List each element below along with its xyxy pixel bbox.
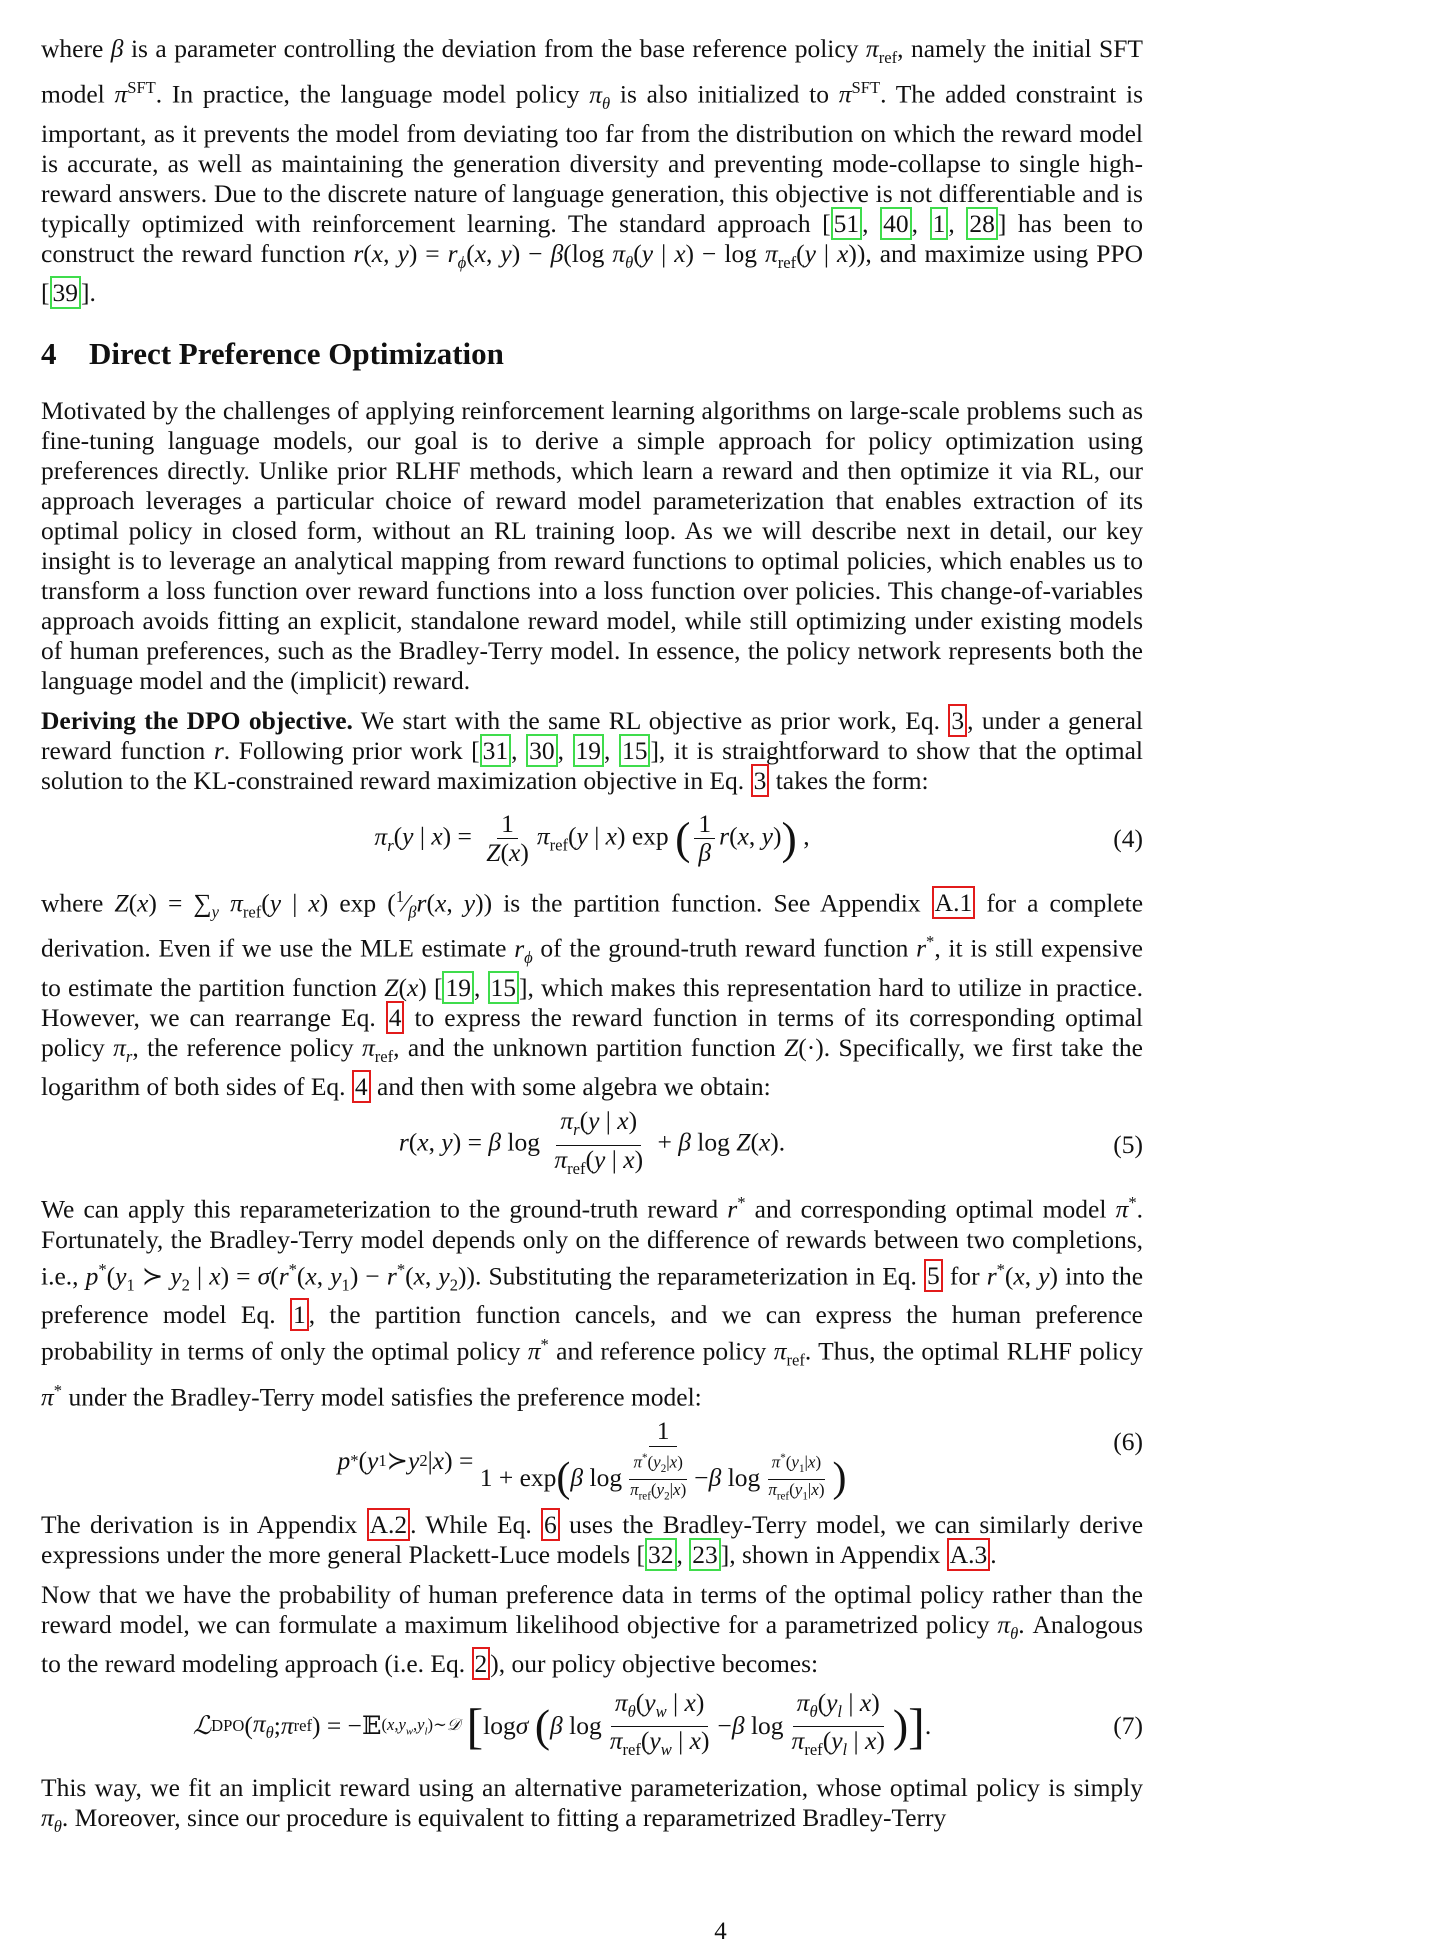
page-number: 4 [714, 1918, 727, 1945]
section-heading [41, 336, 1143, 372]
citation-link[interactable]: 39 [50, 276, 82, 309]
citation-link[interactable]: 51 [831, 207, 863, 240]
equation-link[interactable]: 5 [924, 1259, 943, 1292]
equation-link[interactable]: 4 [352, 1070, 371, 1103]
citation-link[interactable]: 23 [689, 1538, 721, 1571]
equation-4: $\pi_r(y$ | x) = $\frac{1}{Z(x)}$ $\pi_{ref}(y$ | x) exp ( $\frac{1}{\beta}$ r(x, y)) , (4) [374, 809, 1143, 868]
equation-number: (5) [1113, 1130, 1143, 1160]
citation-link[interactable]: 19 [442, 971, 474, 1004]
citation-link[interactable]: 32 [645, 1538, 677, 1571]
equation-link[interactable]: 4 [386, 1001, 405, 1034]
equation-link[interactable]: 6 [541, 1508, 560, 1541]
citation-link[interactable]: 31 [480, 734, 512, 767]
citation-link[interactable]: 30 [526, 734, 558, 767]
appendix-link[interactable]: A.1 [932, 886, 976, 919]
closing-paragraph: This way, we fit an implicit reward using an alternative parameterization, whose optimal policy is simply $\pi_\theta$. Moreover, since our procedure is equivalent to fitting a reparametrized Bradley-Terry [41, 1773, 1143, 1837]
equation-5: r(x, y) = β log $\frac{\pi_r(y | x)}{\pi_{ref}(y | x)}$ + β log Z(x). (5) [398, 1106, 1143, 1178]
equation-7: ℒ DPO ( $\pi_\theta$ ; π ref ) = −𝔼 $(x,y_w,y_l)\sim 𝒟$ [ log σ ( β log $\frac{\pi_\theta(y_w | x)}{\pi_{ref}(y_w | x)}$ − β log $\frac{\pi_\theta(y_l | x)}{\pi_{ref}(y_l | x)}$ ) ] . (7) [192, 1687, 1143, 1759]
intro-paragraph: where β is a parameter controlling the deviation from the base reference policy $\pi_{ref}$, namely the initial SFT model $\pi^{SFT}$. In practice, the language model policy $\pi_\theta$ is also initialized to $\pi^{SFT}$. The added constraint is important, as it prevents the model from deviating too far from the distribution on which the reward model is accurate, as well as maintaining the generation diversity and preventing mode-collapse to single high-reward answers. Due to the discrete nature of language generation, this objective is not differentiable and is typically optimized with reinforcement learning. The standard approach [ 51 , 40 , 1 , 28 ] has been to construct the reward function r(x, $y) = r_\phi(x$, y) − β(log $\pi_\theta(y$ | $x) - \log \pi_{ref}(y$ | x)), and maximize using PPO [ 39 ]. [41, 34, 1144, 307]
objective-paragraph: Now that we have the probability of human preference data in terms of the optimal policy rather than the reward model, we can formulate a maximum likelihood objective for a parametrized policy $\pi_\theta$. Analogous to the reward modeling approach (i.e. Eq. 2 ), our policy objective becomes: [41, 1580, 1143, 1679]
motivation-paragraph: Motivated by the challenges of applying reinforcement learning algorithms on large-scale problems such as fine-tuning language models, our goal is to derive a simple approach for policy optimization using preferences directly. Unlike prior RLHF methods, which learn a reward and then optimize it via RL, our approach leverages a particular choice of reward model parameterization that enables extraction of its optimal policy in closed form, without an RL training loop. As we will describe next in detail, our key insight is to leverage an analytical mapping from reward functions to optimal policies, which enables us to transform a loss function over reward functions into a loss function over policies. This change-of-variables approach avoids fitting an explicit, standalone reward model, while still optimizing under existing models of human preferences, such as the Bradley-Terry model. In essence, the policy network represents both the language model and the (implicit) reward. [41, 395, 1143, 695]
equation-link[interactable]: 3 [751, 764, 770, 797]
citation-link[interactable]: 15 [488, 971, 520, 1004]
equation-6: p * ( y 1 ≻ y 2 | x ) = 1 1 + exp ( β log $\frac{\pi^*(y_2|x)}{\pi_{ref}(y_2|x)}$ − β log $\frac{\pi^*(y_1|x)}{\pi_{ref}(y_1|x)}$ ) (6) [337, 1416, 1143, 1503]
paragraph-heading: Deriving the DPO objective. [41, 705, 353, 735]
appendix-paragraph: The derivation is in Appendix A.2 . While Eq. 6 uses the Bradley-Terry model, we can similarly derive expressions under the more general Plackett-Luce models [ 32 , 23 ], shown in Appendix A.3 . [41, 1510, 1144, 1570]
citation-link[interactable]: 15 [619, 734, 651, 767]
equation-number: (4) [1113, 823, 1143, 853]
bradley-terry-paragraph: We can apply this reparameterization to the ground-truth reward r* and corresponding optimal model π*. Fortunately, the Bradley-Terry model depends only on the difference of rewards between two completions, i.e., $p^*(y_1$ ≻ $y_2$ | x) = σ(r*(x, $y_1) - r^*(x$, $y_2$)). Substituting the reparameterization in Eq. 5 for r*(x, y) into the preference model Eq. 1 , the partition function cancels, and we can express the human preference probability in terms of only the optimal policy π* and reference policy $\pi_{ref}$. Thus, the optimal RLHF policy π* under the Bradley-Terry model satisfies the preference model: [41, 1193, 1144, 1412]
equation-link[interactable]: 1 [290, 1298, 309, 1331]
equation-number: (6) [1113, 1426, 1143, 1456]
citation-link[interactable]: 40 [880, 207, 912, 240]
partition-paragraph: where $Z(x) = \sum_y$ $\pi_{ref}(y$ | x) $\exp (^1⁄_\beta r(x$, y)) is the partition function. See Appendix A.1 for a complete derivation. Even if we use the MLE estimate $r_\phi$ of the ground-truth reward function r*, it is still expensive to estimate the partition function Z(x) [ 19 , 15 ], which makes this representation hard to utilize in practice. However, we can rearrange Eq. 4 to express the reward function in terms of its corresponding optimal policy $\pi_r$, the reference policy $\pi_{ref}$, and the unknown partition function Z(·). Specifically, we first take the logarithm of both sides of Eq. 4 and then with some algebra we obtain: [41, 886, 1144, 1102]
citation-link[interactable]: 28 [966, 207, 998, 240]
citation-link[interactable]: 1 [930, 207, 949, 240]
section-title: Direct Preference Optimization [89, 335, 504, 371]
section-number: 4 [41, 335, 57, 371]
equation-link[interactable]: 3 [948, 704, 967, 737]
appendix-link[interactable]: A.3 [947, 1538, 991, 1571]
citation-link[interactable]: 19 [573, 734, 605, 767]
paper-page [41, 34, 1143, 1842]
equation-link[interactable]: 2 [472, 1647, 491, 1680]
equation-number: (7) [1113, 1711, 1143, 1741]
appendix-link[interactable]: A.2 [367, 1508, 411, 1541]
derivation-paragraph: Deriving the DPO objective. We start with the same RL objective as prior work, Eq. 3 , under a general reward function r. Following prior work [ 31 , 30 , 19 , 15 ], it is straightforward to show that the optimal solution to the KL-constrained reward maximization objective in Eq. 3 takes the form: [41, 705, 1144, 795]
